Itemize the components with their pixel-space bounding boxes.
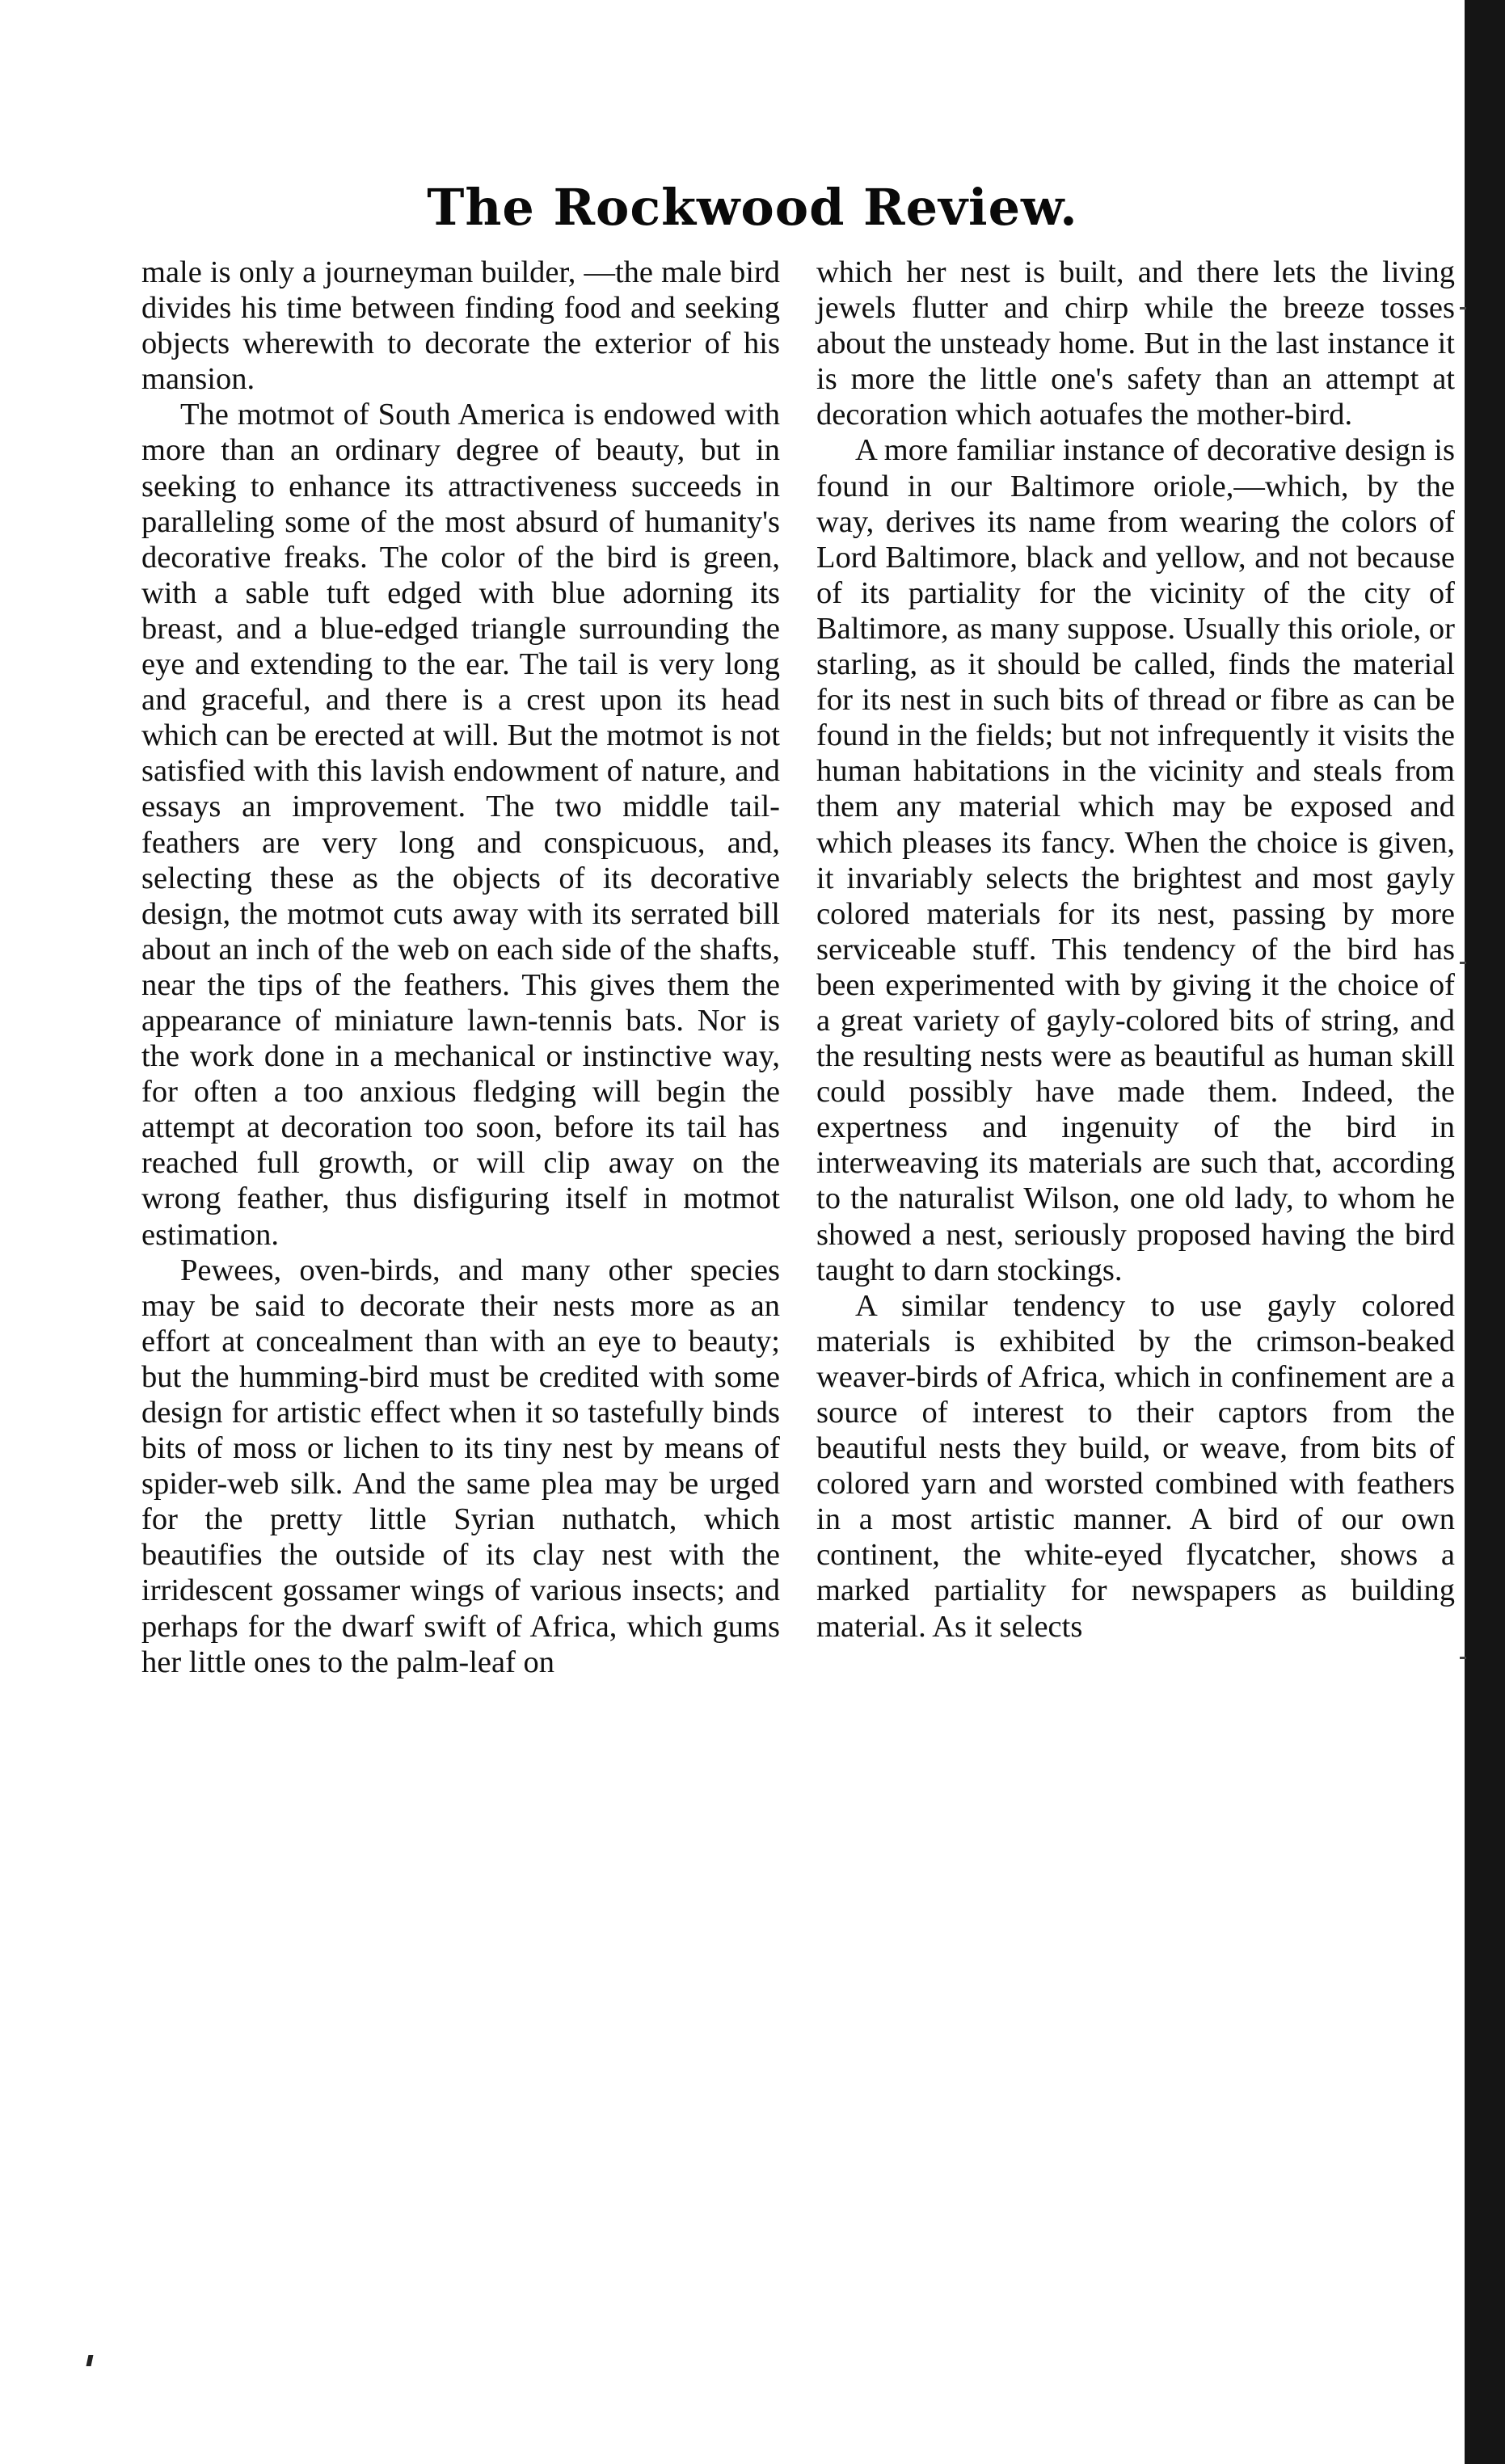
left-column bbox=[141, 255, 780, 1680]
paragraph: The motmot of South America is endowed with more than an ordinary degree of beauty, but in seeking to enhance its attractiveness succeeds in paralleling some of the most absurd of humanity's decorative freaks. The color of the bird is green, with a sable tuft edged with blue adorning its breast, and a blue-edged triangle surrounding the eye and extending to the ear. The tail is very long and graceful, and there is a crest upon its head which can be erected at will. But the motmot is not satisfied with this lavish endowment of nature, and essays an improvement. The two middle tail-feathers are very long and conspicuous, and, selecting these as the objects of its decorative design, the motmot cuts away with its serrated bill about an inch of the web on each side of the shafts, near the tips of the feathers. This gives them the appearance of miniature lawn-tennis bats. Nor is the work done in a mechanical or instinctive way, for often a too anxious fledging will begin the attempt at decoration too soon, before its tail has reached full growth, or will clip away on the wrong feather, thus disfiguring itself in motmot estimation. bbox=[141, 398, 780, 1252]
scan-speck bbox=[1460, 1657, 1466, 1659]
right-column bbox=[816, 255, 1455, 1645]
page-title: The Rockwood Review. bbox=[427, 178, 1078, 237]
binding-edge bbox=[1465, 0, 1505, 2464]
paragraph: A more familiar instance of decorative design is found in our Baltimore oriole,—which, by the way, derives its name from wearing the colors of Lord Baltimore, black and yellow, and not because of its partiality for the vicinity of the city of Baltimore, as many suppose. Usually this oriole, or starling, as it should be called, finds the material for its nest in such bits of thread or fibre as can be found in the fields; but not infrequently it visits the human habitations in the vicinity and steals from them any material which may be exposed and which pleases its fancy. When the choice is given, it invariably selects the brightest and most gayly colored materials for its nest, passing by more serviceable stuff. This tendency of the bird has been experimented with by giving it the choice of a great variety of gayly-colored bits of string, and the resulting nests were as beautiful as human skill could possibly have made them. Indeed, the expertness and ingenuity of the bird in interweaving its materials are such that, according to the naturalist Wilson, one old lady, to whom he showed a nest, seriously proposed having the bird taught to darn stockings. bbox=[816, 433, 1455, 1287]
scan-speck bbox=[86, 2355, 94, 2366]
paragraph: Pewees, oven-birds, and many other species may be said to decorate their nests more as an effort at concealment than with an eye to beauty; but the humming-bird must be credited with some design for artistic effect when it so tastefully binds bits of moss or lichen to its tiny nest by means of spider-web silk. And the same plea may be urged for the pretty little Syrian nuthatch, which beautifies the outside of its clay nest with the irridescent gossamer wings of various insects; and perhaps for the dwarf swift of Africa, which gums her little ones to the palm-leaf on bbox=[141, 1253, 780, 1679]
scan-speck bbox=[1460, 962, 1466, 964]
paragraph: A similar tendency to use gayly colored materials is exhibited by the crimson-beaked weaver-birds of Africa, which in confinement are a source of interest to their captors from the beautiful nests they build, or weave, from bits of colored yarn and worsted combined with feathers in a most artistic manner. A bird of our own continent, the white-eyed flycatcher, shows a marked partiality for newspapers as building material. As it selects bbox=[816, 1288, 1455, 1644]
paragraph: which her nest is built, and there lets the living jewels flutter and chirp while the breeze tosses about the unsteady home. But in the last instance it is more the little one's safety than an attempt at decoration which aotuafes the mother-bird. bbox=[816, 255, 1455, 432]
paragraph: male is only a journeyman builder, —the male bird divides his time between finding food and seeking objects wherewith to decorate the exterior of his mansion. bbox=[141, 255, 780, 397]
scan-speck bbox=[1460, 307, 1466, 310]
